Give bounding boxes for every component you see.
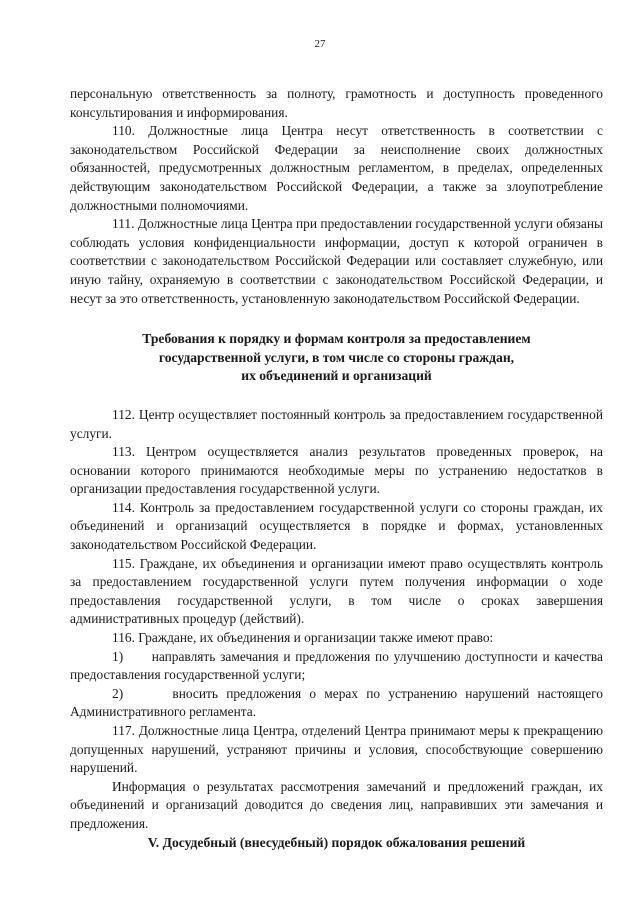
section-v-heading: V. Досудебный (внесудебный) порядок обжалования решений [147, 834, 526, 850]
page-number: 27 [314, 38, 326, 50]
paragraph-109-continuation: персональную ответственность за полноту, грамотность и доступность проведенного консультирования и информирования. [70, 86, 603, 120]
section-heading-line-3: их объединений и организаций [241, 368, 432, 384]
list-item [70, 648, 603, 685]
paragraph-112: 112. Центр осуществляет постоянный контроль за предоставлением государственной услуги. [70, 406, 603, 441]
document-body [70, 85, 603, 852]
paragraph-116: 116. Граждане, их объединения и организации также имеют право: [112, 630, 494, 646]
paragraph-113: 113. Центром осуществляется анализ результатов проведенных проверок, на основании которого принимаются необходимые меры по устранению недостатков в организации предоставления государственной услуги. [70, 444, 603, 497]
paragraph-111: 111. Должностные лица Центра при предоставлении государственной услуги обязаны соблюдать условия конфиденциальности информации, доступ к которой ограничен в соответствии с законодательством Российской Федерации или составляет служебную, или иную тайну, охраняемую в соответствии с законодательством Российской Федерации, и несут за это ответственность, установленную законодательством Российской Федерации. [70, 216, 603, 306]
list-item-text: вносить предложения о мерах по устранению нарушений настоящего Административного регламента. [70, 685, 603, 720]
list-item-number: 1) [112, 648, 124, 664]
list-item [70, 685, 603, 722]
paragraph-115: 115. Граждане, их объединения и организации имеют право осуществлять контроль за предоставлением государственной услуги путем получения информации о ходе предоставления государственной услуги, в том числе о сроках завершения административных процедур (действий). [70, 555, 603, 627]
paragraph-110: 110. Должностные лица Центра несут ответственность в соответствии с законодательством Российской Федерации за неисполнение своих должностных обязанностей, предусмотренных должностным регламентом, в пределах, определенных действующим законодательством Российской Федерации, а также за злоупотребление должностными полномочиями. [70, 123, 603, 213]
list-item-text: направлять замечания и предложения по улучшению доступности и качества предоставления государственной услуги; [70, 648, 603, 683]
paragraph-114: 114. Контроль за предоставлением государственной услуги со стороны граждан, их объединений и организаций осуществляется в порядке и формах, установленных законодательством Российской Федерации. [70, 499, 603, 553]
paragraph-information: Информация о результатах рассмотрения замечаний и предложений граждан, их объединений и организаций доводится до сведения лиц, направивших эти замечания и предложения. [70, 778, 603, 831]
list-item-number: 2) [112, 685, 124, 701]
section-heading [70, 330, 603, 386]
section-heading-line-1: Требования к порядку и формам контроля за предоставлением [142, 331, 531, 347]
section-heading-line-2: государственной услуги, в том числе со стороны граждан, [158, 349, 515, 365]
paragraph-117: 117. Должностные лица Центра, отделений Центра принимают меры к прекращению допущенных нарушений, устраняют причины и условия, способствующие совершению нарушений. [70, 723, 603, 776]
